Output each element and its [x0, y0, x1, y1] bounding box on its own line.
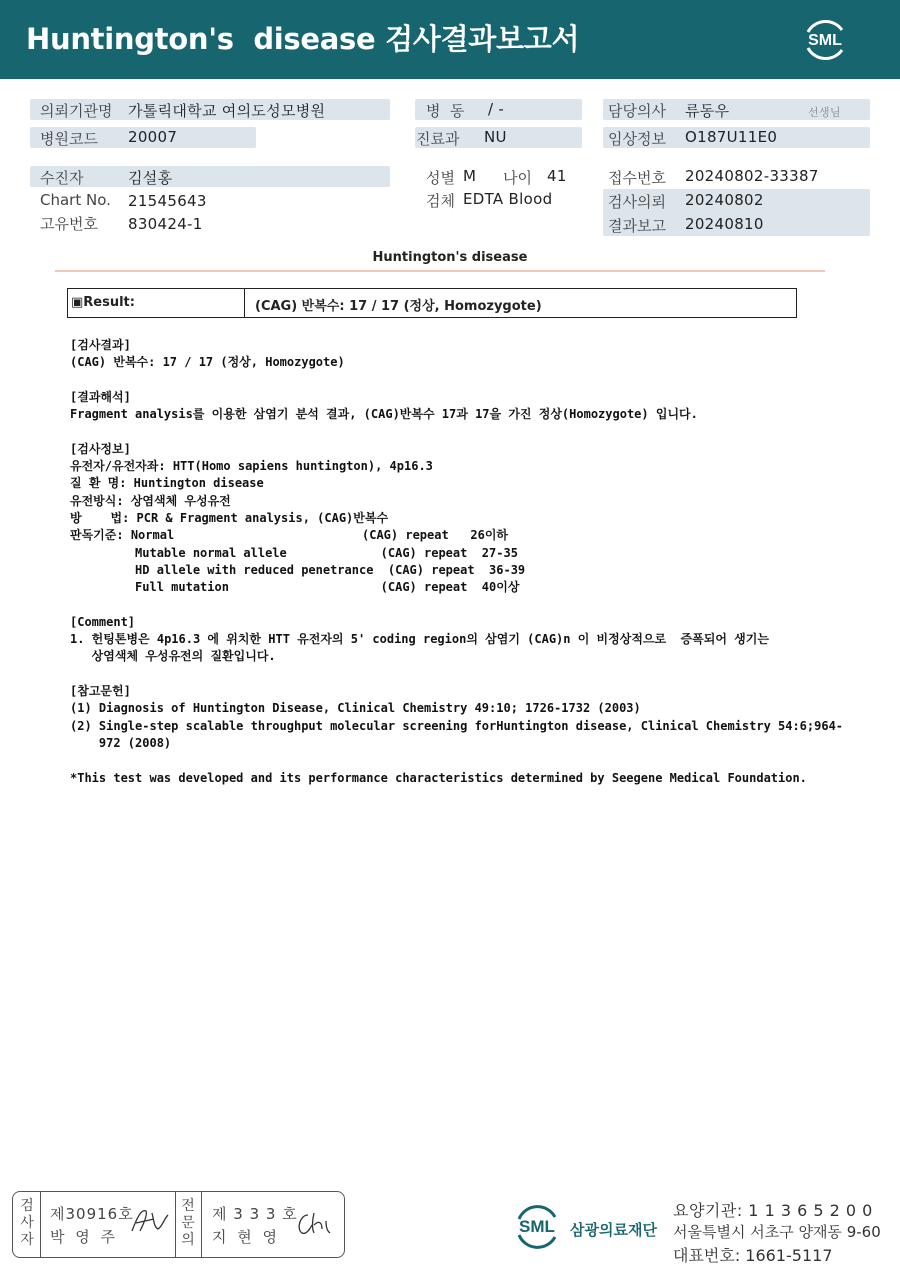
doctor-label: 담당의사 — [608, 102, 666, 120]
signature-divider — [175, 1191, 176, 1258]
ward-value: / - — [488, 100, 505, 118]
examiner-license: 제30916호 — [50, 1205, 134, 1223]
clinical-value: O187U11E0 — [685, 128, 778, 146]
examiner-name: 박 영 주 — [50, 1228, 119, 1246]
sml-logo-icon — [800, 14, 850, 64]
ward-label: 병 동 — [426, 102, 465, 120]
age-value: 41 — [547, 167, 567, 185]
comment-line: 상염색체 우성유전의 질환입니다. — [70, 649, 276, 663]
uid-value: 830424-1 — [128, 215, 203, 233]
report-title: Huntington's disease 검사결과보고서 — [26, 22, 580, 56]
info-line: 질 환 명: Huntington disease — [70, 476, 264, 490]
interpretation-text: Fragment analysis를 이용한 삼염기 분석 결과, (CAG)반복수 17과 17을 가진 정상(Homozygote) 입니다. — [70, 407, 698, 421]
receipt-value: 20240802-33387 — [685, 167, 819, 185]
patient-label: 수진자 — [40, 169, 84, 187]
examiner-role: 검사자 — [20, 1198, 34, 1248]
result-divider — [244, 288, 245, 318]
info-line: HD allele with reduced penetrance (CAG) repeat 36-39 — [70, 563, 526, 577]
result-label: ▣Result: — [71, 295, 135, 310]
chart-value: 21545643 — [128, 192, 207, 210]
specialist-signature-icon — [292, 1207, 336, 1239]
specimen-label: 검체 — [426, 192, 455, 210]
examiner-signature-icon — [128, 1205, 172, 1237]
chart-label: Chart No. — [40, 191, 111, 209]
logo-text: SML — [808, 32, 842, 49]
patient-value: 김설홍 — [128, 169, 173, 187]
specialist-license: 제 3 3 3 호 — [212, 1205, 298, 1223]
ref-line: (2) Single-step scalable throughput molecular screening forHuntington disease, Clinical Chemistry 54:6;964- — [70, 719, 844, 733]
doctor-value: 류동우 — [685, 102, 730, 120]
sex-label: 성별 — [426, 169, 455, 187]
specialist-name: 지 현 영 — [212, 1228, 281, 1246]
hospital-code-value: 20007 — [128, 128, 178, 146]
signature-divider — [40, 1191, 41, 1258]
info-line: Mutable normal allele (CAG) repeat 27-35 — [70, 546, 518, 560]
institution-label: 의뢰기관명 — [40, 102, 113, 120]
receipt-label: 접수번호 — [608, 169, 666, 187]
info-line: 방 법: PCR & Fragment analysis, (CAG)반복수 — [70, 511, 389, 525]
section-title: Huntington's disease — [372, 250, 528, 265]
info-line: Full mutation (CAG) repeat 40이상 — [70, 580, 520, 594]
sml-bottom-logo-icon — [512, 1201, 562, 1251]
info-line: 판독기준: Normal (CAG) repeat 26이하 — [70, 528, 509, 542]
ref-line: 972 (2008) — [70, 736, 172, 750]
specimen-value: EDTA Blood — [463, 190, 553, 208]
dept-value: NU — [484, 128, 507, 146]
dept-label: 진료과 — [416, 130, 460, 148]
uid-label: 고유번호 — [40, 215, 98, 233]
specialist-role: 전문의 — [181, 1198, 195, 1248]
section-divider — [55, 270, 825, 272]
org-name: 삼광의료재단 — [570, 1221, 657, 1239]
bottom-logo-text: SML — [519, 1217, 555, 1236]
signature-divider — [201, 1191, 202, 1258]
interpretation-heading: [결과해석] — [70, 390, 131, 404]
comment-line: 1. 헌팅톤병은 4p16.3 에 위치한 HTT 유전자의 5' coding region의 삼염기 (CAG)n 이 비정상적으로 증폭되어 생기는 — [70, 632, 769, 646]
request-label: 검사의뢰 — [608, 193, 666, 211]
sex-value: M — [463, 167, 477, 185]
result-value: (CAG) 반복수: 17 / 17 (정상, Homozygote) — [255, 299, 542, 314]
org-address: 서울특별시 서초구 양재동 9-60 — [673, 1223, 881, 1241]
org-phone: 대표번호: 1661-5117 — [673, 1246, 833, 1265]
info-line: 유전방식: 상염색체 우성유전 — [70, 494, 231, 508]
age-label: 나이 — [503, 169, 532, 187]
footnote: *This test was developed and its performance characteristics determined by Seegene Medical Foundation. — [70, 771, 807, 785]
doctor-suffix: 선생님 — [808, 106, 841, 119]
refs-heading: [참고문헌] — [70, 684, 131, 698]
comment-heading: [Comment] — [70, 615, 136, 629]
institution-value: 가톨릭대학교 여의도성모병원 — [128, 102, 326, 120]
report-value: 20240810 — [685, 215, 764, 233]
request-value: 20240802 — [685, 191, 764, 209]
info-line: 유전자/유전자좌: HTT(Homo sapiens huntington), 4p16.3 — [70, 459, 433, 473]
patient-bar — [30, 166, 390, 187]
ref-line: (1) Diagnosis of Huntington Disease, Clinical Chemistry 49:10; 1726-1732 (2003) — [70, 701, 641, 715]
info-heading: [검사정보] — [70, 442, 131, 456]
care-code: 요양기관: 1 1 3 6 5 2 0 0 — [673, 1201, 873, 1220]
hospital-code-label: 병원코드 — [40, 130, 98, 148]
report-label: 결과보고 — [608, 217, 666, 235]
exam-result-text: (CAG) 반복수: 17 / 17 (정상, Homozygote) — [70, 355, 345, 369]
clinical-label: 임상정보 — [608, 130, 666, 148]
exam-result-heading: [검사결과] — [70, 338, 131, 352]
